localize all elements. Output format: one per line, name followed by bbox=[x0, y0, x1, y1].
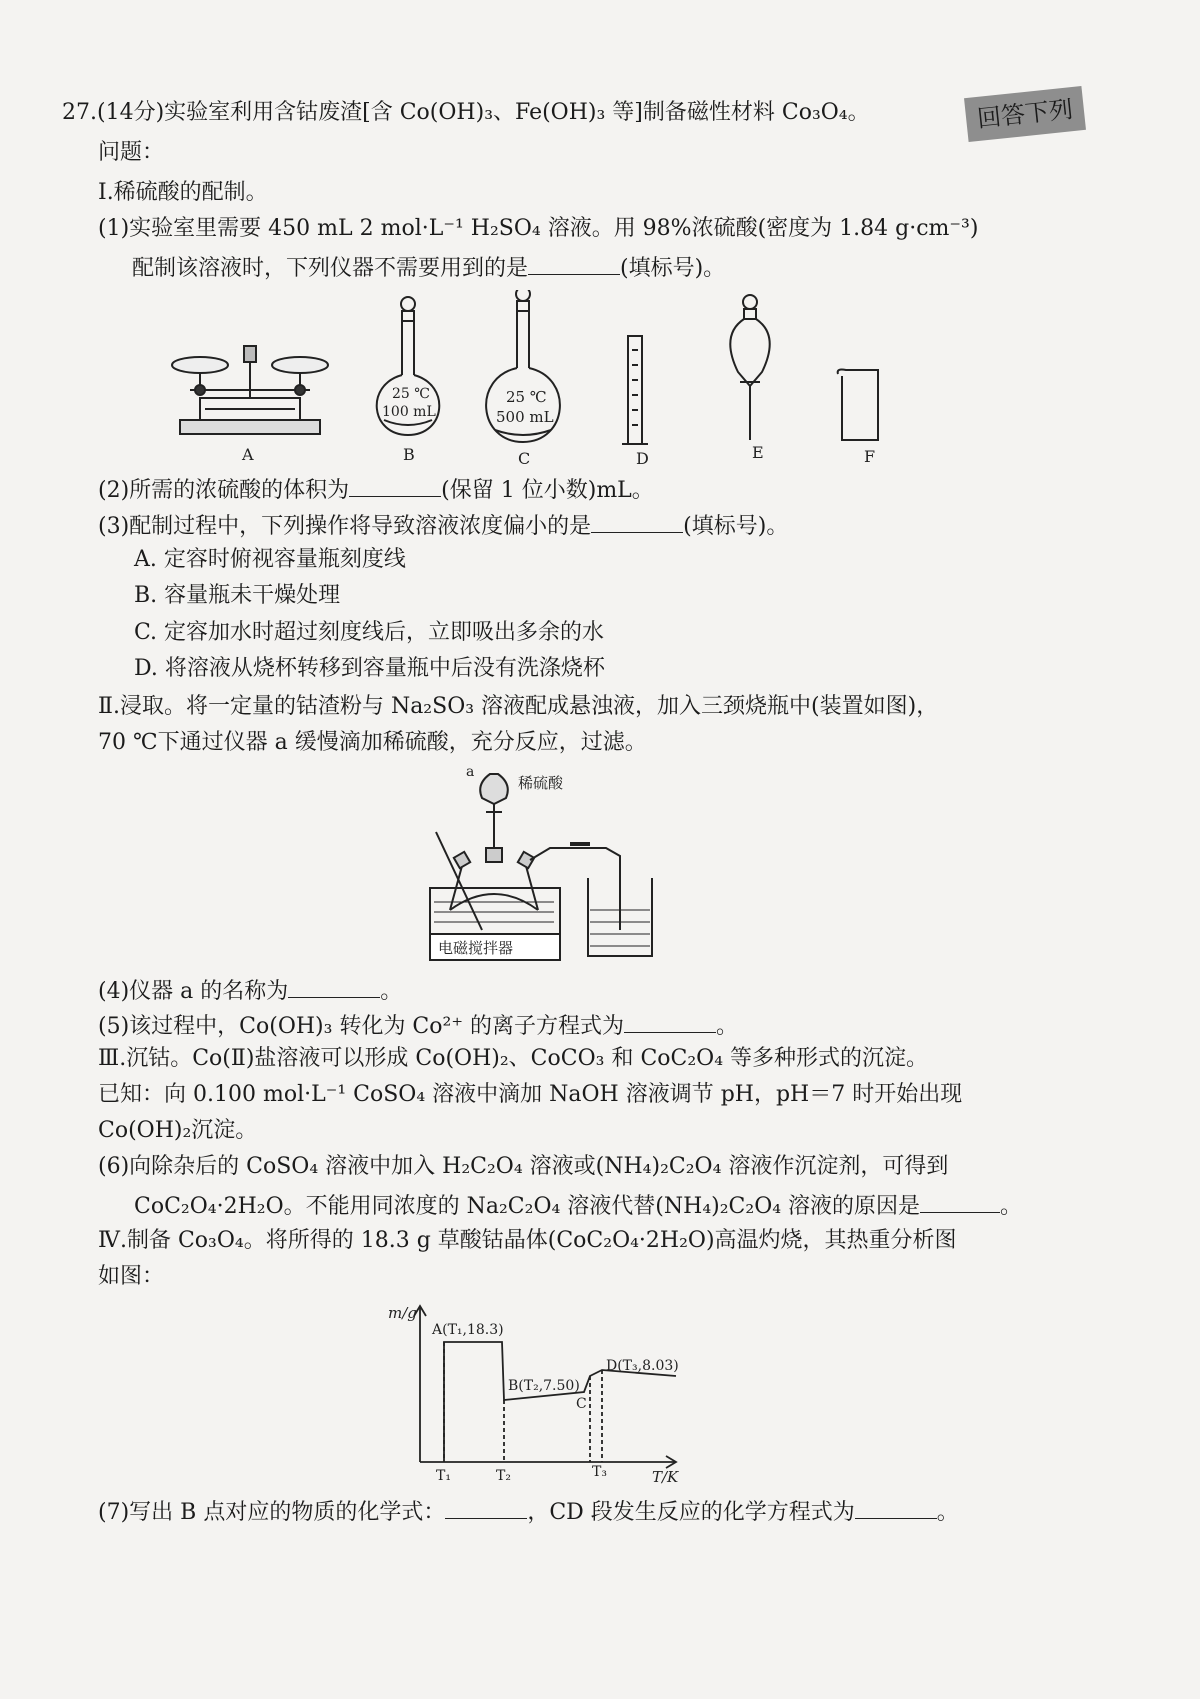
q6-line-a: (6)向除杂后的 CoSO₄ 溶液中加入 H₂C₂O₄ 溶液或(NH₄)₂C₂O₄ 溶液作沉淀剂，可得到 bbox=[98, 1154, 949, 1179]
q3-text: (3)配制过程中，下列操作将导致溶液浓度偏小的是 bbox=[98, 514, 592, 539]
tick-t1: T₁ bbox=[436, 1468, 451, 1484]
separatory-funnel-icon bbox=[730, 295, 769, 440]
label-f: F bbox=[864, 447, 876, 466]
label-a: A bbox=[242, 445, 254, 464]
q4-text: (4)仪器 a 的名称为 bbox=[98, 979, 289, 1004]
apparatus-figure bbox=[160, 290, 900, 470]
q5-line bbox=[98, 1008, 738, 1042]
q7-line bbox=[98, 1494, 959, 1528]
q1-line-a: (1)实验室里需要 450 mL 2 mol·L⁻¹ H₂SO₄ 溶液。用 98%浓硫酸(密度为 1.84 g·cm⁻³) bbox=[98, 216, 979, 241]
q6-text: CoC₂O₄·2H₂O。不能用同浓度的 Na₂C₂O₄ 溶液代替(NH₄)₂C₂O₄ 溶液的原因是 bbox=[134, 1194, 921, 1219]
q7-answer-blank-1[interactable] bbox=[445, 1494, 527, 1519]
q1-text: 配制该溶液时，下列仪器不需要用到的是 bbox=[132, 256, 529, 281]
q4-line bbox=[98, 973, 402, 1007]
q3-option-a: A. 定容时俯视容量瓶刻度线 bbox=[134, 547, 406, 572]
label-c: C bbox=[518, 449, 531, 468]
q7-answer-blank-2[interactable] bbox=[855, 1494, 937, 1519]
section-4-line-b: 如图： bbox=[98, 1264, 165, 1289]
beaker-icon bbox=[838, 370, 878, 441]
flask-b-volume: 100 mL bbox=[382, 404, 436, 420]
section-3-line-b: 已知：向 0.100 mol·L⁻¹ CoSO₄ 溶液中滴加 NaOH 溶液调节 pH，pH＝7 时开始出现 bbox=[98, 1082, 963, 1107]
stamp-text: 回答下列 bbox=[964, 86, 1086, 142]
q2-text: (2)所需的浓硫酸的体积为 bbox=[98, 478, 350, 503]
point-d-label: D(T₃,8.03) bbox=[606, 1358, 679, 1374]
tick-t2: T₂ bbox=[496, 1468, 511, 1484]
section-2-line-b: 70 ℃下通过仪器 a 缓慢滴加稀硫酸，充分反应，过滤。 bbox=[98, 730, 647, 755]
balance-icon bbox=[172, 346, 328, 434]
q7-tail: 。 bbox=[936, 1500, 959, 1525]
section-3-line-c: Co(OH)₂沉淀。 bbox=[98, 1118, 258, 1143]
q2-answer-blank[interactable] bbox=[349, 472, 441, 497]
q3-option-c: C. 定容加水时超过刻度线后，立即吸出多余的水 bbox=[134, 620, 605, 645]
flask-c-volume: 500 mL bbox=[496, 408, 554, 426]
q2-tail: (保留 1 位小数)mL。 bbox=[441, 478, 654, 503]
thermogravimetric-graph bbox=[370, 1296, 710, 1486]
q6-line-b bbox=[134, 1188, 1022, 1222]
label-dilute-sulfuric-acid: 稀硫酸 bbox=[518, 774, 564, 792]
q5-answer-blank[interactable] bbox=[624, 1008, 716, 1033]
question-title-cont: 问题： bbox=[98, 140, 165, 165]
question-title: 27.(14分)实验室利用含钴废渣[含 Co(OH)₃、Fe(OH)₃ 等]制备磁性材料 Co₃O₄。 bbox=[62, 100, 870, 125]
point-b-label: B(T₂,7.50) bbox=[508, 1378, 580, 1394]
q3-line bbox=[98, 508, 788, 542]
q7-text: (7)写出 B 点对应的物质的化学式： bbox=[98, 1500, 446, 1525]
q1-answer-blank[interactable] bbox=[528, 250, 620, 275]
q7-mid: ，CD 段发生反应的化学方程式为 bbox=[527, 1500, 855, 1525]
section-4-line-a: Ⅳ.制备 Co₃O₄。将所得的 18.3 g 草酸钴晶体(CoC₂O₄·2H₂O)高温灼烧，其热重分析图 bbox=[98, 1228, 957, 1253]
q6-answer-blank[interactable] bbox=[920, 1188, 1000, 1213]
flask-b-temp: 25 ℃ bbox=[392, 386, 430, 402]
label-d: D bbox=[636, 449, 649, 468]
point-a-label: A(T₁,18.3) bbox=[432, 1322, 504, 1338]
label-e: E bbox=[752, 443, 764, 462]
section-1-title: Ⅰ.稀硫酸的配制。 bbox=[98, 180, 268, 205]
reaction-setup-figure bbox=[420, 760, 720, 970]
tick-t3: T₃ bbox=[592, 1464, 607, 1480]
q3-option-d: D. 将溶液从烧杯转移到容量瓶中后没有洗涤烧杯 bbox=[134, 656, 605, 681]
q1-tail: (填标号)。 bbox=[620, 256, 726, 281]
section-3-line-a: Ⅲ.沉钴。Co(Ⅱ)盐溶液可以形成 Co(OH)₂、CoCO₃ 和 CoC₂O₄ 等多种形式的沉淀。 bbox=[98, 1046, 929, 1071]
q1-line-b bbox=[132, 250, 725, 284]
label-b: B bbox=[403, 445, 415, 464]
q3-tail: (填标号)。 bbox=[683, 514, 789, 539]
q5-tail: 。 bbox=[715, 1014, 738, 1039]
q6-tail: 。 bbox=[1000, 1194, 1023, 1219]
q5-text: (5)该过程中，Co(OH)₃ 转化为 Co²⁺ 的离子方程式为 bbox=[98, 1014, 624, 1039]
q3-option-b: B. 容量瓶未干燥处理 bbox=[134, 583, 341, 608]
label-magnetic-stirrer: 电磁搅拌器 bbox=[438, 939, 514, 957]
label-instrument-a: a bbox=[466, 764, 475, 780]
q3-answer-blank[interactable] bbox=[591, 508, 683, 533]
graph-ylabel: m/g bbox=[388, 1304, 417, 1322]
q4-answer-blank[interactable] bbox=[288, 973, 380, 998]
q2-line bbox=[98, 472, 654, 506]
point-c-label: C bbox=[576, 1396, 587, 1412]
graduated-cylinder-icon bbox=[622, 336, 648, 444]
flask-c-temp: 25 ℃ bbox=[506, 388, 547, 406]
q4-tail: 。 bbox=[380, 979, 403, 1004]
graph-xlabel: T/K bbox=[652, 1468, 679, 1486]
section-2-line-a: Ⅱ.浸取。将一定量的钴渣粉与 Na₂SO₃ 溶液配成悬浊液，加入三颈烧瓶中(装置如图)， bbox=[98, 694, 939, 719]
